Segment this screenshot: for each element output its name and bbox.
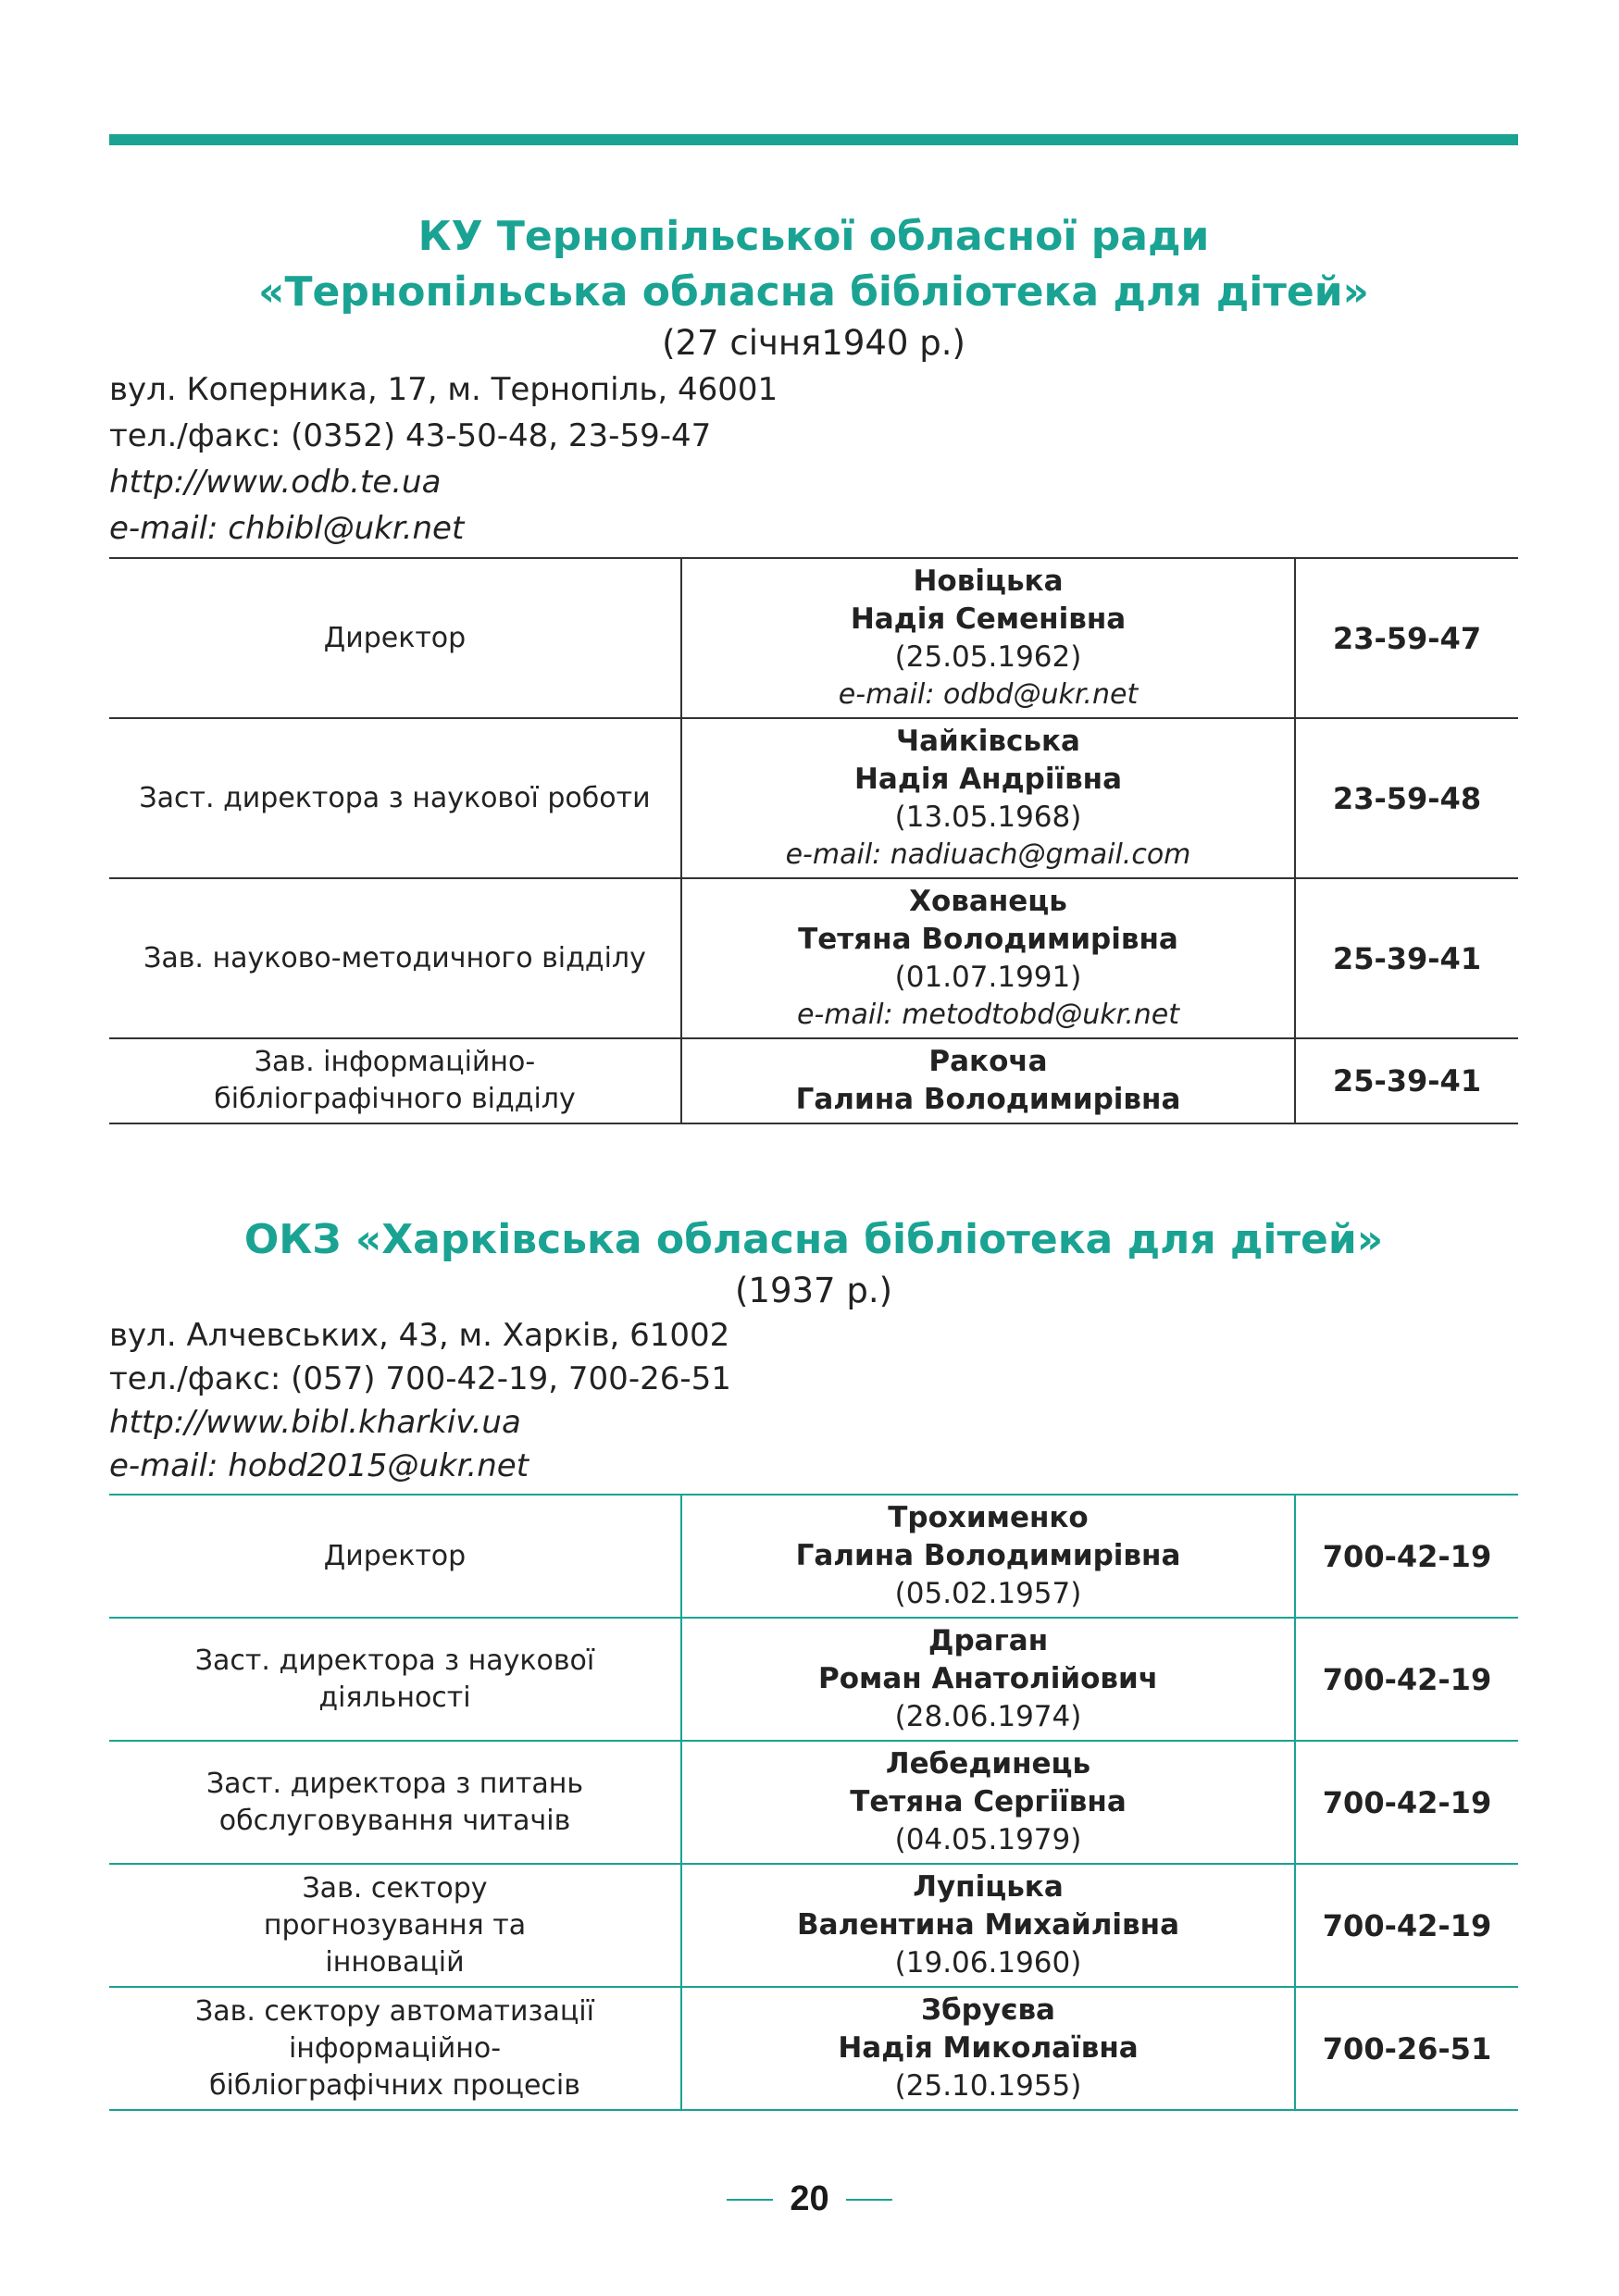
phone-cell: 23-59-47 [1295, 558, 1518, 718]
person-given-name: Тетяна Сергіївна [850, 1785, 1127, 1818]
person-cell [681, 1038, 1295, 1123]
person-cell [681, 1495, 1295, 1618]
person-surname: Трохименко [888, 1501, 1089, 1534]
person-cell [681, 558, 1295, 718]
person-birth-date: (01.07.1991) [894, 961, 1082, 994]
phone-cell: 700-26-51 [1295, 1987, 1518, 2110]
person-given-name: Надія Семенівна [850, 602, 1127, 636]
person-email[interactable]: e-mail: nadiuach@gmail.com [785, 838, 1191, 871]
person-birth-date: (19.06.1960) [894, 1946, 1082, 1980]
footer-line-right [846, 2199, 892, 2201]
footer-line-left [727, 2199, 773, 2201]
phone-fax: тел./факс: (0352) 43-50-48, 23-59-47 [109, 417, 712, 454]
page-number: 20 [790, 2179, 829, 2218]
section-ternopil [109, 209, 1518, 1124]
person-surname: Чайківська [896, 725, 1080, 758]
person-given-name: Галина Володимирівна [795, 1083, 1181, 1116]
table-row [109, 1495, 1518, 1618]
phone-fax: тел./факс: (057) 700-42-19, 700-26-51 [109, 1360, 731, 1397]
section-title-line2: «Тернопільська обласна бібліотека для дітей» [258, 268, 1369, 316]
person-email[interactable]: e-mail: metodtobd@ukr.net [797, 999, 1179, 1031]
person-cell [681, 1864, 1295, 1987]
position-cell: Зав. сектору автоматизації інформаційно-бібліографічних процесів [109, 1987, 681, 2110]
email-link[interactable]: e-mail: hobd2015@ukr.net [109, 1447, 529, 1484]
person-birth-date: (04.05.1979) [894, 1823, 1082, 1856]
person-given-name: Роман Анатолійович [817, 1662, 1159, 1695]
phone-cell: 700-42-19 [1295, 1864, 1518, 1987]
phone-cell: 23-59-48 [1295, 718, 1518, 878]
table-row [109, 558, 1518, 718]
website-link[interactable]: http://www.bibl.kharkiv.ua [109, 1404, 521, 1441]
founding-date: (27 січня1940 р.) [662, 323, 965, 363]
table-row [109, 1987, 1518, 2110]
person-birth-date: (28.06.1974) [894, 1700, 1082, 1733]
person-cell [681, 718, 1295, 878]
email-link[interactable]: e-mail: chbibl@ukr.net [109, 510, 465, 547]
person-cell [681, 878, 1295, 1038]
person-given-name: Надія Миколаївна [838, 2031, 1139, 2065]
phone-cell: 25-39-41 [1295, 878, 1518, 1038]
person-cell [681, 1618, 1295, 1741]
staff-table [109, 1494, 1518, 2111]
person-surname: Хованець [909, 885, 1067, 918]
staff-table [109, 557, 1518, 1124]
person-given-name: Тетяна Володимирівна [798, 923, 1178, 956]
person-surname: Ракоча [928, 1045, 1048, 1078]
address: вул. Алчевських, 43, м. Харків, 61002 [109, 1317, 730, 1354]
position-cell: Зав. сектору прогнозування та інновацій [109, 1864, 681, 1987]
phone-cell: 700-42-19 [1295, 1741, 1518, 1864]
position-cell: Зав. науково-методичного відділу [109, 878, 681, 1038]
table-row [109, 1618, 1518, 1741]
person-surname: Драган [928, 1624, 1049, 1657]
table-row [109, 1038, 1518, 1123]
phone-cell: 700-42-19 [1295, 1618, 1518, 1741]
page-footer [0, 2179, 1619, 2219]
top-divider [109, 134, 1518, 145]
table-row [109, 878, 1518, 1038]
position-cell: Директор [109, 558, 681, 718]
table-row [109, 1741, 1518, 1864]
phone-cell: 25-39-41 [1295, 1038, 1518, 1123]
position-cell: Заст. директора з наукової роботи [109, 718, 681, 878]
position-cell: Директор [109, 1495, 681, 1618]
person-surname: Новіцька [913, 565, 1064, 598]
position-cell: Заст. директора з питань обслуговування читачів [109, 1741, 681, 1864]
person-given-name: Надія Андріївна [853, 763, 1123, 796]
person-surname: Збруєва [921, 1993, 1055, 2027]
position-cell: Зав. інформаційно-бібліографічного відділу [109, 1038, 681, 1123]
address: вул. Коперника, 17, м. Тернопіль, 46001 [109, 371, 778, 408]
person-surname: Лупіцька [913, 1870, 1064, 1904]
person-birth-date: (25.05.1962) [894, 640, 1082, 674]
founding-date: (1937 р.) [734, 1271, 893, 1310]
section-kharkiv [109, 1212, 1518, 2111]
table-row [109, 1864, 1518, 1987]
position-cell: Заст. директора з наукової діяльності [109, 1618, 681, 1741]
person-cell [681, 1741, 1295, 1864]
table-row [109, 718, 1518, 878]
person-given-name: Галина Володимирівна [795, 1539, 1181, 1572]
section-title: ОКЗ «Харківська обласна бібліотека для дітей» [243, 1216, 1384, 1263]
website-link[interactable]: http://www.odb.te.ua [109, 464, 442, 501]
phone-cell: 700-42-19 [1295, 1495, 1518, 1618]
person-birth-date: (25.10.1955) [894, 2069, 1082, 2103]
person-birth-date: (13.05.1968) [894, 800, 1082, 834]
section-title: КУ Тернопільської обласної ради [417, 213, 1210, 260]
person-cell [681, 1987, 1295, 2110]
person-surname: Лебединець [885, 1747, 1091, 1781]
person-given-name: Валентина Михайлівна [796, 1908, 1179, 1942]
person-email[interactable]: e-mail: odbd@ukr.net [838, 678, 1139, 711]
person-birth-date: (05.02.1957) [894, 1577, 1082, 1610]
